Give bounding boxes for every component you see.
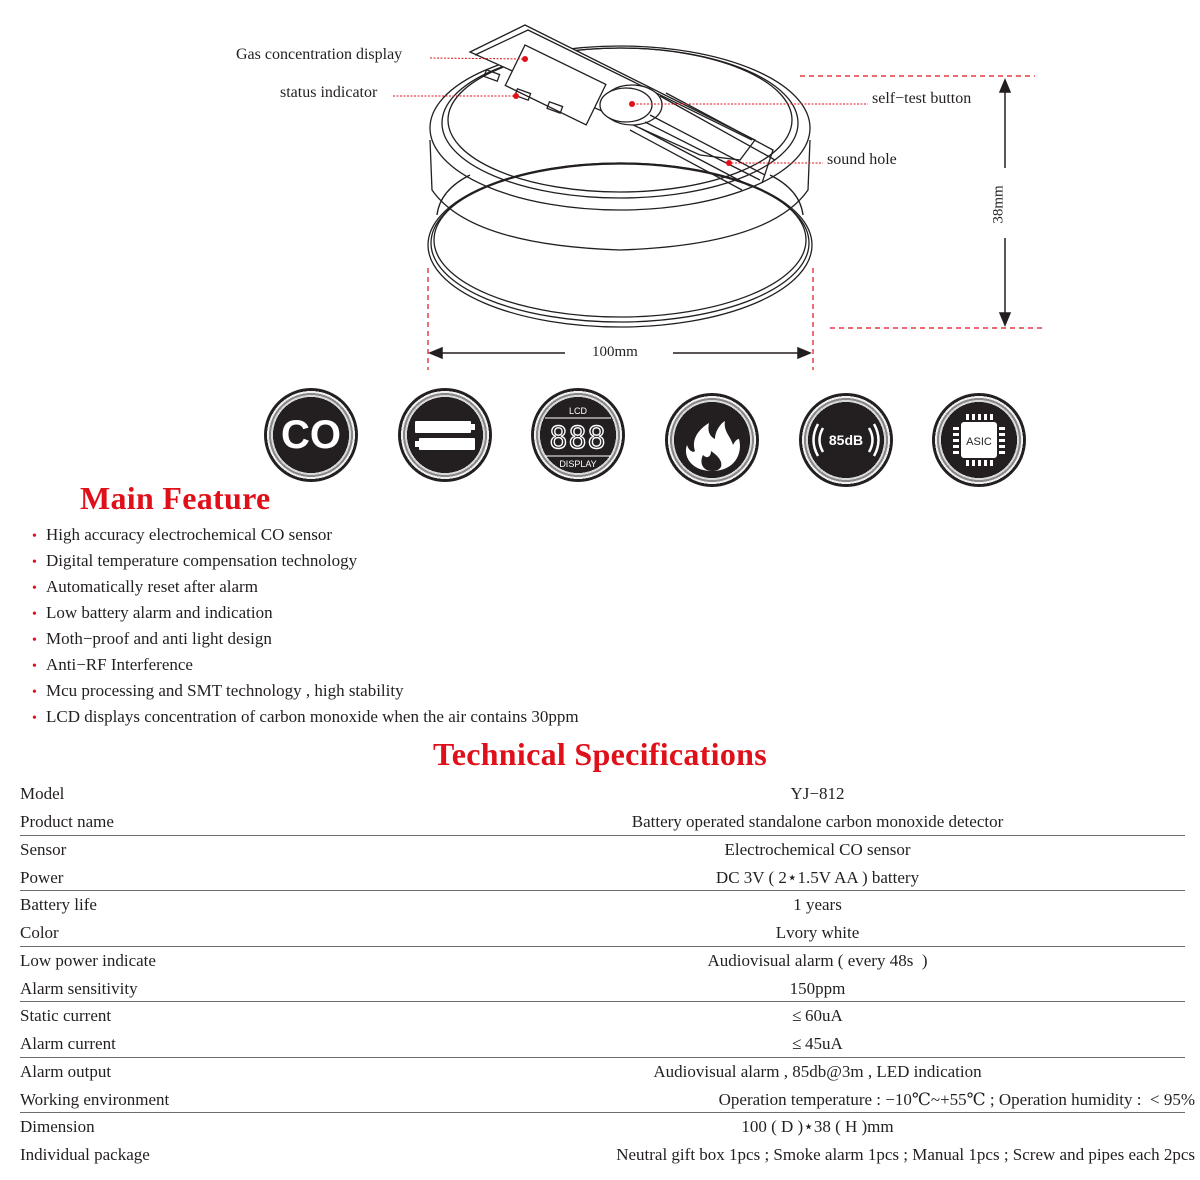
lcd-bottom-text: DISPLAY	[559, 459, 597, 469]
spec-row-low-power-indicate: Low power indicate Audiovisual alarm ( every 48s )	[20, 950, 928, 970]
battery-glyph	[398, 388, 492, 482]
spec-row-working-environment: Working environment Operation temperature : −10℃~+55℃ ; Operation humidity : < 95%	[20, 1086, 1185, 1114]
spec-table	[20, 780, 1195, 1169]
height-dimension-label: 38mm	[990, 185, 1007, 224]
feature-list	[32, 522, 579, 730]
technical-specifications-title: Technical Specifications	[432, 736, 768, 772]
callout-status-indicator: status indicator	[280, 84, 378, 101]
bullet-icon: •	[32, 529, 37, 544]
spec-row-alarm-sensitivity: Alarm sensitivity 150ppm	[20, 975, 1185, 1003]
feature-item: • Anti−RF Interference	[32, 652, 579, 678]
lcd-digits: 888	[549, 421, 607, 456]
spec-row-product-name: Product name Battery operated standalone carbon monoxide detector	[20, 808, 1185, 836]
spec-row-model: Model YJ−812	[20, 784, 845, 803]
co-text: CO	[281, 413, 341, 457]
spec-row-color: Color Lvory white	[20, 919, 1185, 947]
callout-self-test-button: self−test button	[872, 90, 972, 107]
flame-icon	[665, 393, 759, 487]
feature-item: • LCD displays concentration of carbon monoxide when the air contains 30ppm	[32, 704, 579, 730]
bullet-icon: •	[32, 607, 37, 622]
spec-row-power: Power DC 3V ( 2⋆1.5V AA ) battery	[20, 864, 1185, 892]
lcd-top-text: LCD	[568, 406, 588, 416]
bullet-icon: •	[32, 685, 37, 700]
spec-row-sensor: Sensor Electrochemical CO sensor	[20, 839, 911, 859]
spec-row-alarm-output: Alarm output Audiovisual alarm , 85db@3m , LED indication	[20, 1061, 982, 1081]
bullet-icon: •	[32, 659, 37, 674]
bullet-icon: •	[32, 581, 37, 596]
flame-glyph	[665, 393, 759, 487]
bullet-icon: •	[32, 711, 37, 726]
feature-item: • Digital temperature compensation technology	[32, 548, 579, 574]
feature-item: • Moth−proof and anti light design	[32, 626, 579, 652]
callout-gas-display: Gas concentration display	[236, 46, 403, 63]
85db-text: 85dB	[828, 432, 864, 448]
alarm-85db-icon	[799, 393, 893, 487]
product-diagram	[0, 0, 1200, 380]
spec-row-battery-life: Battery life 1 years	[20, 895, 842, 914]
battery-icon	[398, 388, 492, 482]
bullet-icon: •	[32, 555, 37, 570]
spec-row-alarm-current: Alarm current ≤ 45uA	[20, 1030, 1185, 1058]
feature-item: • Low battery alarm and indication	[32, 600, 579, 626]
lcd-display-icon	[531, 388, 625, 482]
dimension-guides	[428, 76, 1045, 370]
feature-item: • Automatically reset after alarm	[32, 574, 579, 600]
spec-row-static-current: Static current ≤ 60uA	[20, 1006, 843, 1025]
asic-text: ASIC	[966, 436, 992, 448]
bullet-icon: •	[32, 633, 37, 648]
co-sensor-icon	[264, 388, 358, 482]
feature-item: • Mcu processing and SMT technology , high stability	[32, 678, 579, 704]
feature-item: • High accuracy electrochemical CO sensor	[32, 522, 579, 548]
callout-sound-hole: sound hole	[827, 151, 897, 168]
spec-row-dimension: Dimension 100 ( D )⋆38 ( H )mm	[20, 1117, 894, 1136]
width-dimension-label: 100mm	[592, 344, 638, 360]
detector-drawing	[428, 25, 812, 327]
asic-chip-icon	[932, 393, 1026, 487]
spec-row-individual-package: Individual package Neutral gift box 1pcs ; Smoke alarm 1pcs ; Manual 1pcs ; Screw and pipes each 2pcs	[20, 1145, 1195, 1164]
main-feature-title: Main Feature	[80, 480, 271, 516]
